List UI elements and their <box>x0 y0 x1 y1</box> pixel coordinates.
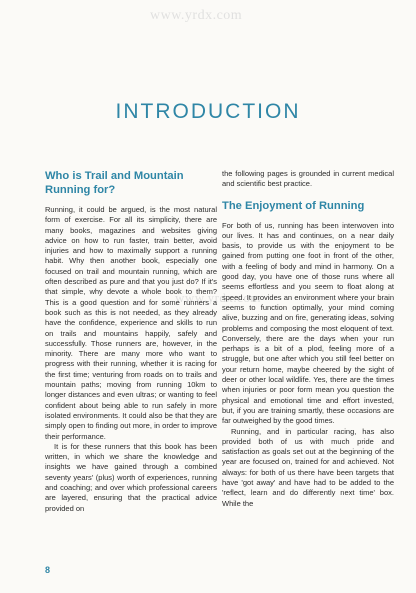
paragraph: Running, and in particular racing, has also provided both of us with much pride and satisfaction as goals set out at the beginning of the year are focused on, trained for and achieved. Not always: for both of us there have been targets that have 'got away' and have had to be added to the 'reflect, learn and do differently next time' box. While the <box>222 426 394 508</box>
page-number: 8 <box>45 565 51 575</box>
watermark-center: www.yrdx.com <box>175 290 262 305</box>
paragraph: For both of us, running has been interwoven into our lives. It has and continues, on a near daily basis, to provide us with the enjoyment to be gained from putting one foot in front of the other, with a feeling of body and mind in harmony. On a good day, you have one of those runs where all seems effortless and you seem to float along at speed. It provides an environment where your brain seems to function optimally, your mind coming alive, buzzing and on fire, generating ideas, solving problems and composing the most eloquent of text. Conversely, there are the days when your run perhaps is a bit of a plod, feeling more of a struggle, but one after which you still feel better on your return home, maybe cheered by the sight of deer or other local wildlife. Yes, there are the times when injuries or poor form mean you question the physical and emotional time and effort invested, but, if you are training smartly, these occasions are far outweighed by the good times. <box>222 220 394 426</box>
paragraph: It is for these runners that this book has been written, in which we share the knowledge and insights we have gained through a combined seventy years' (plus) worth of experiences, running and coaching; and over which professional careers are layered, ensuring that the practical advice provided on <box>45 441 217 513</box>
left-column <box>45 169 217 514</box>
paragraph: Running, it could be argued, is the most natural form of exercise. For all its simplicity, there are many books, magazines and websites giving advice on how to run faster, train better, avoid injuries and how to maximally support a running habit. Why then another book, especially one focused on trail and mountain running, which are often described as pure and that you just do? If it's that simple, why devote a whole book to them? This is a good question and for some runners a book such as this is not needed, as they already have the confidence, experience and skills to run on trails and mountains happily, safely and successfully. Those runners are, however, in the minority. There are many more who want to progress with their running, whether it is racing for the first time; venturing from roads on to trails and mountain paths; moving from running 10km to longer distances and even ultras; or wanting to feel confident about being able to run safely in more isolated environments. It could also be that they are simply open to finding out more, in order to improve their performance. <box>45 205 217 441</box>
section-heading-who: Who is Trail and Mountain Running for? <box>45 170 184 196</box>
page-title: INTRODUCTION <box>115 100 301 123</box>
section-heading-enjoyment: The Enjoyment of Running <box>222 199 365 212</box>
right-column <box>222 169 394 509</box>
watermark: www.yrdx.com <box>150 8 243 23</box>
paragraph: the following pages is grounded in current medical and scientific best practice. <box>222 169 394 189</box>
